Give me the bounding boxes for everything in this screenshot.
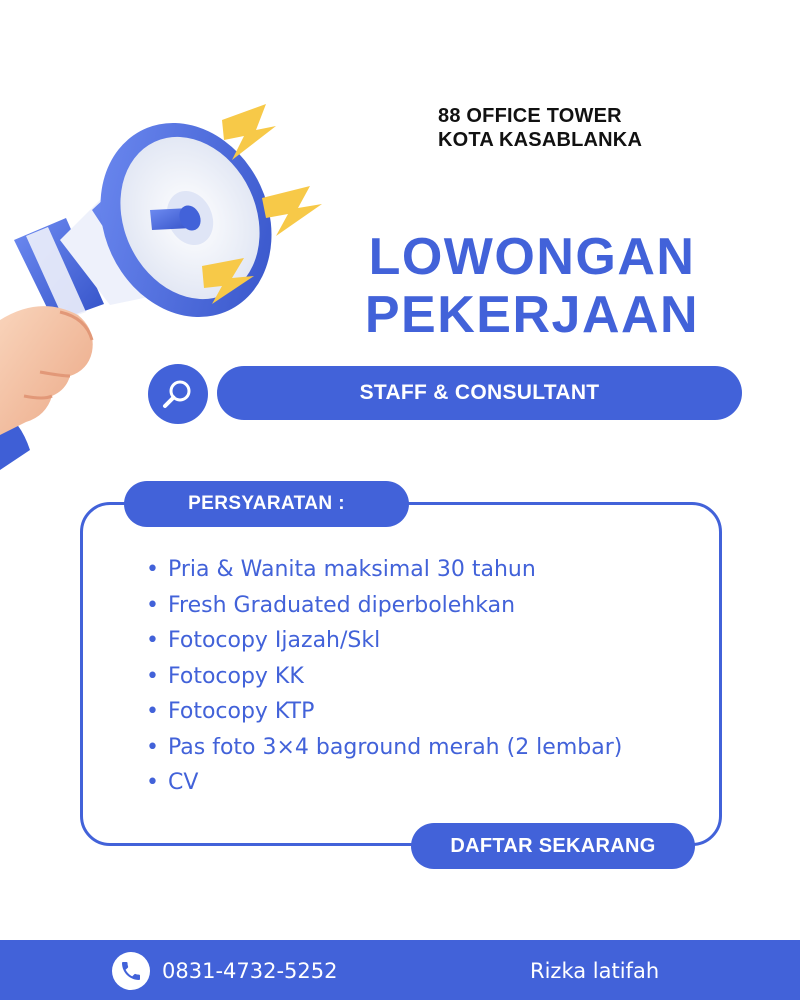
phone-glyph [119,959,143,983]
phone-icon [112,952,150,990]
list-item: • Fresh Graduated diperbolehkan [146,588,622,624]
hand [0,306,93,435]
location-line-2: KOTA KASABLANKA [438,129,643,151]
title-line-1: LOWONGAN [368,228,696,286]
office-location [438,104,642,152]
register-now-button[interactable]: DAFTAR SEKARANG [411,823,695,869]
requirements-list [146,552,622,801]
title-line-2: PEKERJAAN [364,286,700,344]
phone-number[interactable]: 0831-4732-5252 [162,959,338,983]
list-item: • Fotocopy Ijazah/Skl [146,623,622,659]
list-item: • Pas foto 3×4 baground merah (2 lembar) [146,730,622,766]
list-item: • Fotocopy KTP [146,694,622,730]
search-badge [148,364,208,424]
contact-name: Rizka latifah [530,959,660,983]
list-item: • Pria & Wanita maksimal 30 tahun [146,552,622,588]
position-badge: STAFF & CONSULTANT [217,366,742,420]
search-icon [161,377,195,411]
list-item: • CV [146,765,622,801]
page-title [322,228,742,344]
list-item: • Fotocopy KK [146,659,622,695]
requirements-heading: PERSYARATAN : [124,481,409,527]
location-line-1: 88 OFFICE TOWER [438,105,622,127]
